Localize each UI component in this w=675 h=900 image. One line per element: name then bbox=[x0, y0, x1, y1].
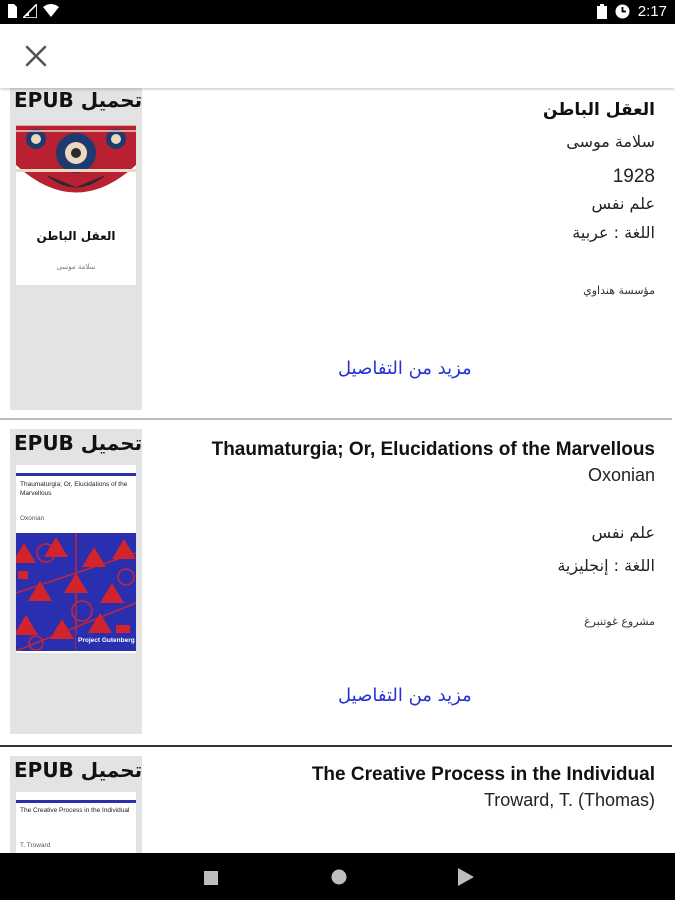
card-divider bbox=[0, 418, 672, 420]
status-right bbox=[597, 3, 667, 20]
sim-icon bbox=[8, 4, 17, 18]
book-publisher: مؤسسة هنداوي bbox=[583, 284, 655, 297]
book-info bbox=[175, 100, 655, 297]
book-card[interactable] bbox=[0, 421, 672, 745]
book-author: سلامة موسى bbox=[566, 132, 655, 151]
book-title: Thaumaturgia; Or, Elucidations of the Marvellous bbox=[211, 439, 655, 460]
recents-button[interactable] bbox=[204, 870, 218, 889]
back-icon bbox=[458, 868, 474, 886]
navigation-bar bbox=[0, 853, 675, 900]
card-divider bbox=[0, 745, 672, 747]
cover-accent-bar bbox=[16, 473, 136, 476]
cover-author: T. Troward bbox=[20, 842, 51, 849]
cover-footer: Project Gutenberg bbox=[78, 637, 135, 644]
cover-ornament bbox=[16, 125, 136, 207]
cover-author: Oxonian bbox=[20, 515, 45, 522]
clock: 2:17 bbox=[637, 3, 667, 20]
book-subject: علم نفس bbox=[591, 523, 655, 542]
book-publisher: مشروع غوتنبرغ bbox=[584, 615, 655, 628]
battery-icon bbox=[597, 4, 607, 19]
close-icon bbox=[25, 45, 47, 67]
cover-title: Thaumaturgia; Or, Elucidations of the Marvellous bbox=[20, 481, 128, 497]
book-cover[interactable] bbox=[16, 125, 136, 285]
book-cover[interactable] bbox=[16, 792, 136, 853]
back-button[interactable] bbox=[458, 868, 474, 890]
home-button[interactable] bbox=[331, 869, 347, 889]
book-title: العقل الباطن bbox=[543, 100, 655, 120]
status-bar bbox=[0, 0, 675, 24]
home-icon bbox=[331, 869, 347, 885]
signal-icon bbox=[23, 4, 37, 18]
cover-column bbox=[10, 88, 142, 410]
app-bar bbox=[0, 24, 675, 88]
close-button[interactable] bbox=[20, 40, 52, 72]
book-author: Oxonian bbox=[587, 465, 655, 485]
cover-author: سلامة موسى bbox=[56, 263, 96, 271]
cover-pattern bbox=[16, 533, 136, 651]
book-info bbox=[155, 439, 655, 628]
cover-title: العقل الباطن bbox=[36, 229, 116, 243]
more-details-link[interactable]: مزيد من التفاصيل bbox=[338, 358, 472, 379]
more-details-link[interactable]: مزيد من التفاصيل bbox=[338, 685, 472, 706]
book-cover[interactable] bbox=[16, 465, 136, 653]
book-list[interactable] bbox=[0, 88, 675, 853]
book-title: The Creative Process in the Individual bbox=[311, 764, 655, 785]
book-card[interactable] bbox=[0, 88, 672, 418]
recents-icon bbox=[204, 871, 218, 885]
cover-accent-bar bbox=[16, 800, 136, 803]
book-author: Troward, T. (Thomas) bbox=[483, 790, 655, 810]
sync-icon bbox=[615, 4, 630, 19]
book-year: 1928 bbox=[612, 166, 655, 187]
download-epub-button[interactable]: تحميل EPUB bbox=[14, 758, 143, 782]
status-left-icons bbox=[8, 4, 59, 18]
book-language: اللغة : إنجليزية bbox=[557, 556, 655, 575]
cover-column bbox=[10, 429, 142, 734]
cover-title: The Creative Process in the Individual bbox=[20, 807, 130, 814]
book-card[interactable] bbox=[0, 748, 672, 853]
cover-column bbox=[10, 756, 142, 853]
book-subject: علم نفس bbox=[591, 194, 655, 213]
download-epub-button[interactable]: تحميل EPUB bbox=[14, 88, 143, 112]
book-language: اللغة : عربية bbox=[572, 223, 655, 242]
book-info bbox=[155, 764, 655, 811]
wifi-icon bbox=[43, 4, 59, 18]
download-epub-button[interactable]: تحميل EPUB bbox=[14, 431, 143, 455]
